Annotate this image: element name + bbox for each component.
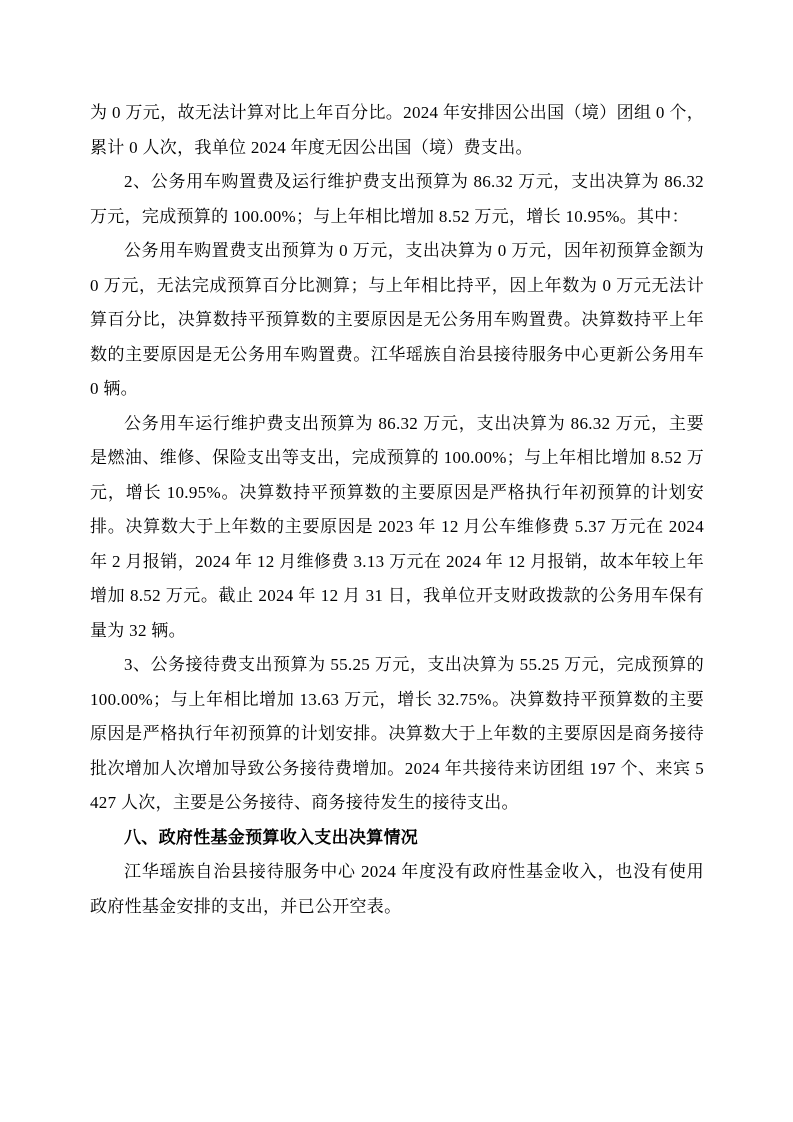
- paragraph: 为 0 万元，故无法计算对比上年百分比。2024 年安排因公出国（境）团组 0 个，累计 0 人次，我单位 2024 年度无因公出国（境）费支出。: [90, 103, 704, 157]
- paragraph: 3、公务接待费支出预算为 55.25 万元，支出决算为 55.25 万元，完成预算的 100.00%；与上年相比增加 13.63 万元，增长 32.75%。决算数持平预算数的主要原因是严格执行年初预算的计划安排。决算数大于上年数的主要原因是商务接待批次增加人次增加导致公务接待费增加。2024 年共接待来访团组 197 个、来宾 5427 人次，主要是公务接待、商务接待发生的接待支出。: [90, 655, 704, 812]
- paragraph: 江华瑶族自治县接待服务中心 2024 年度没有政府性基金收入，也没有使用政府性基金安排的支出，并已公开空表。: [90, 862, 704, 916]
- section-heading: 八、政府性基金预算收入支出决算情况: [124, 827, 419, 847]
- paragraph: 2、公务用车购置费及运行维护费支出预算为 86.32 万元，支出决算为 86.32 万元，完成预算的 100.00%；与上年相比增加 8.52 万元，增长 10.95%。其中：: [90, 172, 704, 226]
- paragraph: 公务用车购置费支出预算为 0 万元，支出决算为 0 万元，因年初预算金额为 0 万元，无法完成预算百分比测算；与上年相比持平，因上年数为 0 万元无法计算百分比，决算数持平预算数的主要原因是无公务用车购置费。决算数持平上年数的主要原因是无公务用车购置费。江华瑶族自治县接待服务中心更新公务用车 0 辆。: [90, 241, 704, 398]
- document-body: [90, 96, 704, 924]
- paragraph: 公务用车运行维护费支出预算为 86.32 万元，支出决算为 86.32 万元，主要是燃油、维修、保险支出等支出，完成预算的 100.00%；与上年相比增加 8.52 万元，增长 10.95%。决算数持平预算数的主要原因是严格执行年初预算的计划安排。决算数大于上年数的主要原因是 2023 年 12 月公车维修费 5.37 万元在 2024 年 2 月报销，2024 年 12 月维修费 3.13 万元在 2024 年 12 月报销，故本年较上年增加 8.52 万元。截止 2024 年 12 月 31 日，我单位开支财政拨款的公务用车保有量为 32 辆。: [90, 413, 704, 640]
